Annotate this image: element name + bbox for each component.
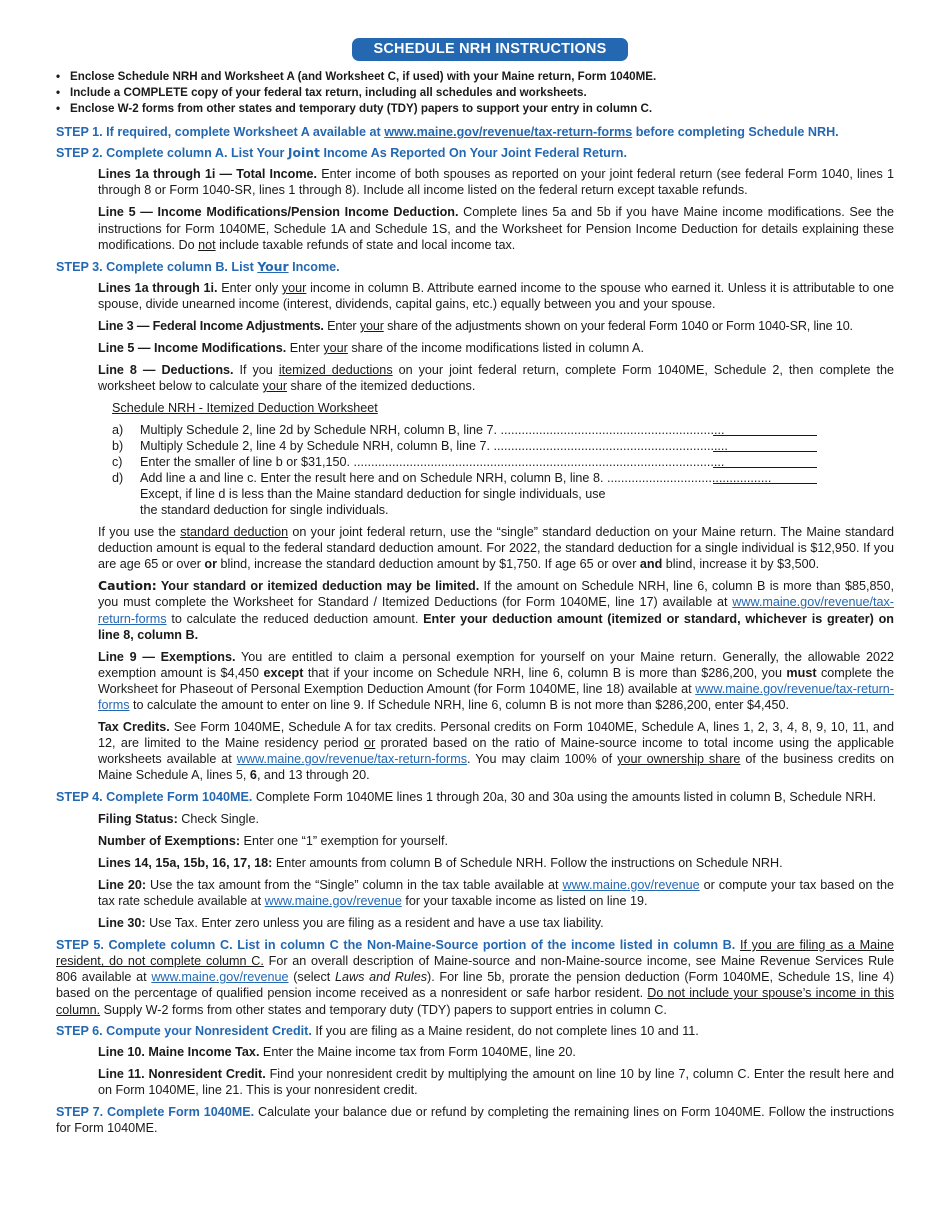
step-2: STEP 2. Complete column A. List Your Joint Income As Reported On Your Joint Federal Return. (56, 145, 627, 161)
line-11: Line 11. Nonresident Credit. Find your nonresident credit by multiplying the amount on line 10 by line 7, column C. Enter the result here and on Form 1040ME, line 21. This is your nonresident credit. (98, 1066, 894, 1097)
page-title: SCHEDULE NRH INSTRUCTIONS (352, 38, 629, 61)
worksheet-entry-a[interactable] (713, 422, 817, 436)
line-30: Line 30: Use Tax. Enter zero unless you are filing as a resident and have a use tax liability. (98, 916, 604, 931)
worksheet-row-a: a) Multiply Schedule 2, line 2d by Schedule NRH, column B, line 7. ................................................................ (112, 422, 894, 438)
step3-line-3: Line 3 — Federal Income Adjustments. Enter your share of the adjustments shown on your federal Form 1040 or Form 1040-SR, line 10. (98, 319, 853, 334)
standard-deduction-para: If you use the standard deduction on your joint federal return, use the “single” standard deduction on your Maine return. The Maine standard deduction amount is equal to the federal standard deduction amount. For 2022, the standard deduction for a single individual is $12,950. If you are age 65 or over or blind, increase the standard deduction amount by $1,750. If age 65 or over and blind, increase it by $3,500. (98, 525, 894, 572)
caution-para: Caution: Your standard or itemized deduction may be limited. If the amount on Schedule NRH, line 6, column B is more than $85,850, you must complete the Worksheet for Standard / Itemized Deductions (for Form 1040ME, line 17) available at www.maine.gov/revenue/tax-return-forms to calculate the reduced deduction amount. Enter your deduction amount (itemized or standard, whichever is greater) on line 8, column B. (98, 578, 894, 642)
lines-14-18: Lines 14, 15a, 15b, 16, 17, 18: Enter amounts from column B of Schedule NRH. Follow the instructions on Schedule NRH. (98, 855, 783, 870)
step-7: STEP 7. Complete Form 1040ME. Calculate your balance due or refund by completing the remaining lines on Form 1040ME. Follow the instructions for Form 1040ME. (56, 1104, 894, 1136)
worksheet-entry-b[interactable] (713, 438, 817, 452)
bullet-include: • Include a COMPLETE copy of your federal tax return, including all schedules and worksheets. (56, 85, 894, 101)
step2-lines-1a-1i: Lines 1a through 1i — Total Income. Enter income of both spouses as reported on your joint federal return (see federal Form 1040, lines 1 through 8 or Form 1040-SR, lines 1 through 8). Include all income listed on the federal return except taxable refunds. (98, 167, 894, 198)
exemption-forms-link[interactable]: www.maine.gov/revenue/tax-return-forms (98, 681, 894, 712)
credits-forms-link[interactable]: www.maine.gov/revenue/tax-return-forms (236, 752, 468, 767)
tax-forms-link[interactable]: www.maine.gov/revenue/tax-return-forms (384, 125, 633, 140)
worksheet-row-b: b) Multiply Schedule 2, line 4 by Schedule NRH, column B, line 7. ................................................................... (112, 438, 894, 454)
step3-line-5: Line 5 — Income Modifications. Enter your share of the income modifications listed in column A. (98, 341, 644, 356)
bullet-w2: • Enclose W-2 forms from other states and temporary duty (TDY) papers to support your entry in column C. (56, 101, 894, 117)
step-4: STEP 4. Complete Form 1040ME. Complete Form 1040ME lines 1 through 20a, 30 and 30a using the amounts listed in column B, Schedule NRH. (56, 790, 877, 805)
rule-806-link[interactable]: www.maine.gov/revenue (151, 970, 289, 985)
title-wrap (56, 38, 894, 61)
step-1: STEP 1. If required, complete Worksheet A available at www.maine.gov/revenue/tax-return-forms before completing Schedule NRH. (56, 125, 839, 140)
worksheet-entry-c[interactable] (713, 454, 817, 468)
line-20: Line 20: Use the tax amount from the “Single” column in the tax table available at www.maine.gov/revenue or compute your tax based on the tax rate schedule available at www.maine.gov/revenue for your taxable income as listed on line 19. (98, 877, 895, 908)
caution-forms-link[interactable]: www.maine.gov/revenue/tax-return-forms (98, 595, 894, 626)
worksheet-title: Schedule NRH - Itemized Deduction Worksheet (112, 401, 378, 416)
step-3: STEP 3. Complete column B. List Your Income. (56, 258, 340, 274)
tax-credits-para: Tax Credits. See Form 1040ME, Schedule A for tax credits. Personal credits on Form 1040ME, Schedule A, lines 1, 2, 3, 4, 8, 9, 10, 11, and 12, are limited to the Maine residency period or prorated based on the ratio of Maine-source income to total income using the applicable worksheets available at www.maine.gov/revenue/tax-return-forms. You may claim 100% of your ownership share of the business credits on Maine Schedule A, lines 5, 6, and 13 through 20. (98, 720, 895, 783)
enclosure-list (56, 69, 894, 117)
worksheet-d-note-1: Except, if line d is less than the Maine standard deduction for single individuals, use (140, 486, 606, 501)
number-of-exemptions: Number of Exemptions: Enter one “1” exemption for yourself. (98, 833, 448, 848)
worksheet-entry-d[interactable] (713, 470, 817, 484)
worksheet-row-c: c) Enter the smaller of line b or $31,150. .......................................................................................................... (112, 454, 894, 470)
step2-line-5: Line 5 — Income Modifications/Pension Income Deduction. Complete lines 5a and 5b if you have Maine income modifications. See the instructions for Form 1040ME, Schedule 1A and Schedule 1S, and the Worksheet for Pension Income Deduction for details explaining these modifications. Do not include taxable refunds of state and local income tax. (98, 205, 894, 252)
step3-line-9: Line 9 — Exemptions. You are entitled to claim a personal exemption for yourself on your Maine return. Generally, the allowable 2022 exemption amount is $4,450 except that if your income on Schedule NRH, line 6, column B is more than $286,200, you must complete the Worksheet for Phaseout of Personal Exemption Deduction Amount (for Form 1040ME, line 18) available at www.maine.gov/revenue/tax-return-forms to calculate the amount to enter on line 9. If Schedule NRH, line 6, column B is not more than $286,200, enter $4,450. (98, 649, 895, 712)
worksheet-d-note-2: the standard deduction for single individuals. (140, 502, 389, 517)
joint-emphasis: Joint (287, 145, 320, 161)
bullet-enclose: • Enclose Schedule NRH and Worksheet A (and Worksheet C, if used) with your Maine return, Form 1040ME. (56, 69, 894, 85)
step3-line-8: Line 8 — Deductions. If you itemized deductions on your joint federal return, complete Form 1040ME, Schedule 2, then complete the worksheet below to calculate your share of the itemized deductions. (98, 363, 895, 394)
caution-label: Caution: (98, 578, 157, 594)
revenue-link-tax-table[interactable]: www.maine.gov/revenue (562, 877, 700, 892)
revenue-link-rate-schedule[interactable]: www.maine.gov/revenue (264, 893, 402, 908)
worksheet-row-d: d) Add line a and line c. Enter the result here and on Schedule NRH, column B, line 8. ............................................... (112, 470, 894, 486)
your-emphasis: Your (257, 258, 289, 274)
itemized-deduction-worksheet (112, 400, 894, 518)
filing-status: Filing Status: Check Single. (98, 811, 259, 826)
step3-lines-1a-1i: Lines 1a through 1i. Enter only your income in column B. Attribute earned income to the spouse who earned it. Unless it is attributable to one spouse, divide unearned income (interest, dividends, capital gains, etc.) equally between you and your spouse. (98, 280, 895, 311)
step-5: STEP 5. Complete column C. List in column C the Non-Maine-Source portion of the income listed in column B. If you are filing as a Maine resident, do not complete column C. For an overall description of Maine-source and non-Maine-source income, see Maine Revenue Services Rule 806 available at www.maine.gov/revenue (select Laws and Rules). For line 5b, prorate the pension deduction (Form 1040ME, Schedule 1S, line 4) based on the percentage of qualified pension income received as a nonresident or safe harbor resident. Do not include your spouse’s income in this column. Supply W-2 forms from other states and temporary duty (TDY) papers to support entries in column C. (56, 938, 895, 1017)
line-10: Line 10. Maine Income Tax. Enter the Maine income tax from Form 1040ME, line 20. (98, 1044, 576, 1059)
step-6: STEP 6. Compute your Nonresident Credit. If you are filing as a Maine resident, do not complete lines 10 and 11. (56, 1023, 699, 1038)
